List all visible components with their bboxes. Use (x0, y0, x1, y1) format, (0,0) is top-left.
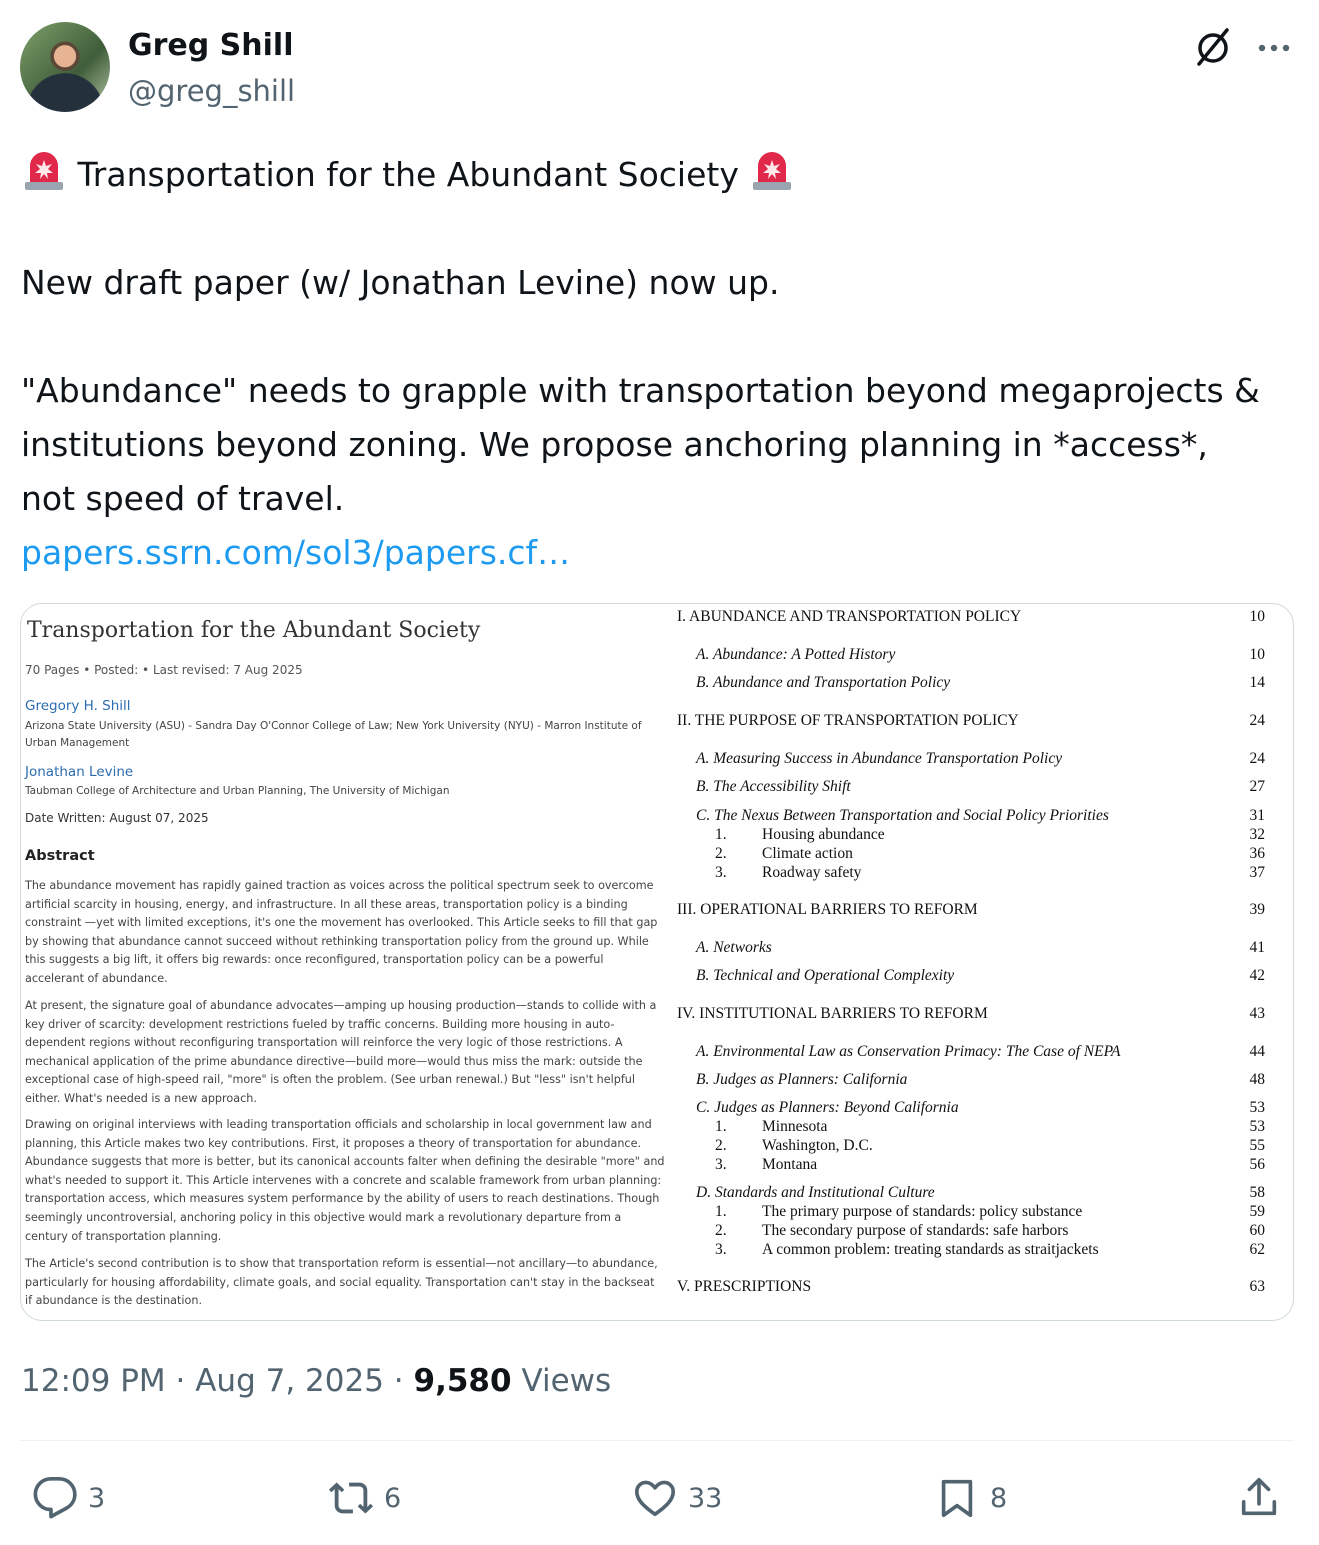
bookmark-button[interactable] (934, 1470, 1007, 1526)
toc-entry-label: Roadway safety (762, 864, 862, 881)
toc-entry-label: B. The Accessibility Shift (696, 778, 851, 795)
reply-icon (32, 1475, 78, 1521)
retweet-count: 6 (384, 1482, 402, 1514)
toc-page-number: 42 (1249, 967, 1265, 984)
toc-page-number: 58 (1249, 1184, 1265, 1201)
toc-entry-label: A common problem: treating standards as straitjackets (762, 1241, 1099, 1258)
toc-entry (696, 1043, 1121, 1063)
toc-page-number: 56 (1249, 1156, 1265, 1173)
heart-icon (632, 1475, 678, 1521)
toc-entry-number: 2. (715, 845, 727, 862)
toc-entry (696, 939, 772, 959)
toc-entry-label: C. Judges as Planners: Beyond California (696, 1099, 959, 1116)
toc-entry (715, 845, 853, 865)
tweet-line-3c: not speed of travel. (21, 479, 345, 518)
toc-entry-label: B. Abundance and Transportation Policy (696, 674, 951, 691)
views-count: 9,580 (413, 1363, 512, 1399)
toc-entry-label: A. Environmental Law as Conservation Primacy: The Case of NEPA (696, 1043, 1121, 1060)
toc-entry-label: I. ABUNDANCE AND TRANSPORTATION POLICY (677, 608, 1022, 625)
toc-page-number: 53 (1249, 1118, 1265, 1135)
toc-entry (696, 674, 950, 694)
action-bar (20, 1470, 1294, 1526)
toc-page-number: 48 (1249, 1071, 1265, 1088)
toc-entry (715, 826, 885, 846)
tweet-date[interactable]: Aug 7, 2025 (195, 1363, 384, 1399)
toc-page-number: 10 (1249, 646, 1265, 663)
toc-page-number: 27 (1249, 778, 1265, 795)
toc-entry (677, 608, 1021, 628)
toc-entry-number: 3. (715, 1156, 727, 1173)
toc-entry (677, 1005, 988, 1025)
toc-entry (696, 778, 851, 798)
toc-entry (696, 1099, 959, 1119)
author-name[interactable]: Greg Shill (128, 28, 294, 63)
abstract-heading: Abstract (25, 848, 95, 864)
toc-entry-number: 1. (715, 1203, 727, 1220)
avatar[interactable] (20, 22, 110, 112)
bookmark-icon (934, 1475, 980, 1521)
tweet-line-1: Transportation for the Abundant Society (77, 155, 739, 194)
toc-page-number: 32 (1249, 826, 1265, 843)
views-label: Views (521, 1363, 612, 1399)
toc-entry (696, 1184, 935, 1204)
abstract-paragraph-4: The Article's second contribution is to show that transportation reform is essential—not ancillary—to abundance, particularly for housing affordability, climate goals, and social equality. Transportation can't stay in the backseat if abundance is the destination. (25, 1257, 658, 1308)
timestamp-separator: · (393, 1363, 404, 1399)
author-handle[interactable]: @greg_shill (128, 74, 296, 108)
paper-title: Transportation for the Abundant Society (27, 618, 481, 643)
toc-entry (715, 864, 861, 884)
toc-page-number: 14 (1249, 674, 1265, 691)
toc-page-number: 24 (1249, 712, 1265, 729)
toc-entry (715, 1203, 1082, 1223)
tweet-link[interactable]: papers.ssrn.com/sol3/papers.cf… (21, 533, 571, 572)
toc-entry-label: A. Networks (696, 939, 772, 956)
reply-count: 3 (88, 1482, 106, 1514)
paper-date-written: Date Written: August 07, 2025 (25, 811, 209, 825)
toc-entry (677, 1278, 811, 1298)
paper-affil-2: Taubman College of Architecture and Urban Planning, The University of Michigan (25, 785, 450, 797)
tweet-header (20, 22, 1300, 114)
toc-entry-number: 2. (715, 1222, 727, 1239)
toc-entry (677, 712, 1019, 732)
toc-page-number: 53 (1249, 1099, 1265, 1116)
toc-entry-number: 3. (715, 1241, 727, 1258)
toc-entry (696, 807, 1109, 827)
paper-abstract-page (21, 604, 671, 1321)
toc-entry-label: B. Technical and Operational Complexity (696, 967, 955, 984)
toc-entry-label: D. Standards and Institutional Culture (696, 1184, 935, 1201)
toc-entry (715, 1222, 1068, 1242)
toc-entry-label: IV. INSTITUTIONAL BARRIERS TO REFORM (677, 1005, 988, 1022)
retweet-button[interactable] (328, 1470, 401, 1526)
tweet-text (21, 148, 1301, 580)
toc-page-number: 39 (1249, 901, 1265, 918)
paper-author-1: Gregory H. Shill (25, 698, 131, 714)
tweet-time[interactable]: 12:09 PM (21, 1363, 166, 1399)
toc-entry-label: III. OPERATIONAL BARRIERS TO REFORM (677, 901, 978, 918)
toc-page-number: 24 (1249, 750, 1265, 767)
like-count: 33 (688, 1482, 723, 1514)
more-icon[interactable] (1254, 28, 1294, 68)
bookmark-count: 8 (990, 1482, 1008, 1514)
toc-entry (677, 901, 978, 921)
toc-entry-number: 3. (715, 864, 727, 881)
toc-entry-label: V. PRESCRIPTIONS (677, 1278, 812, 1295)
paper-meta: 70 Pages • Posted: • Last revised: 7 Aug 2025 (25, 663, 303, 677)
toc-entry (696, 750, 1062, 770)
rotating-light-emoji (749, 148, 795, 194)
reply-button[interactable] (32, 1470, 105, 1526)
toc-entry (696, 646, 895, 666)
toc-entry-label: Montana (762, 1156, 818, 1173)
tweet-line-2: New draft paper (w/ Jonathan Levine) now up. (21, 263, 780, 302)
grok-icon[interactable] (1192, 26, 1234, 68)
rotating-light-emoji (21, 148, 67, 194)
toc-entry-number: 1. (715, 1118, 727, 1135)
toc-entry (715, 1156, 817, 1176)
toc-entry (696, 1071, 907, 1091)
toc-entry-label: Washington, D.C. (762, 1137, 873, 1154)
like-button[interactable] (632, 1470, 722, 1526)
toc-entry-label: The secondary purpose of standards: safe harbors (762, 1222, 1069, 1239)
abstract-paragraph-2: At present, the signature goal of abundance advocates—amping up housing production—stands to collide with a key driver of scarcity: development restrictions fueled by traffic concerns. Building more housing in auto-dependent regions without reconfiguring transportation will reinforce the very logic of those restrictions. A mechanical application of the prime abundance directive—build more—would thus miss the mark: outside the exceptional case of high-speed rail, "more" is often the problem. (See urban renewal.) But "less" isn't helpful either. What's needed is a new approach. (25, 999, 657, 1105)
retweet-icon (328, 1475, 374, 1521)
toc-page-number: 55 (1249, 1137, 1265, 1154)
paper-affil-1: Arizona State University (ASU) - Sandra Day O'Connor College of Law; New York University (NYU) - Marron Institute of Urban Management (25, 720, 642, 749)
timestamp-separator: · (175, 1363, 186, 1399)
tweet-line-3b: institutions beyond zoning. We propose anchoring planning in *access*, (21, 425, 1208, 464)
toc-entry-label: The primary purpose of standards: policy substance (762, 1203, 1083, 1220)
toc-entry-label: Minnesota (762, 1118, 828, 1135)
media-card[interactable] (20, 603, 1294, 1321)
paper-author-2: Jonathan Levine (25, 764, 134, 780)
toc-page-number: 59 (1249, 1203, 1265, 1220)
toc-page-number: 31 (1249, 807, 1265, 824)
toc-page-number: 62 (1249, 1241, 1265, 1258)
abstract-paragraph-3: Drawing on original interviews with leading transportation officials and scholarship in local government law and planning, this Article makes two key contributions. First, it proposes a theory of transportation for abundance. Abundance suggests that more is better, but its canonical accounts falter when defining the desirable "more" and what's needed to support it. This Article intervenes with a concrete and scalable framework from urban planning: transportation access, which measures system performance by the ability of users to reach destinations. Though seemingly uncontroversial, anchoring policy in this objective would mark a revolutionary departure from a century of transportation planning. (25, 1118, 665, 1243)
toc-entry-label: A. Measuring Success in Abundance Transportation Policy (696, 750, 1063, 767)
tweet-headline (21, 148, 1301, 202)
toc-entry (715, 1118, 827, 1138)
toc-page-number: 44 (1249, 1043, 1265, 1060)
toc-page-number: 37 (1249, 864, 1265, 881)
toc-entry-label: A. Abundance: A Potted History (696, 646, 896, 663)
table-of-contents (671, 604, 1294, 1321)
share-button[interactable] (1236, 1470, 1282, 1526)
tweet-timestamp (21, 1363, 611, 1399)
share-icon (1236, 1475, 1282, 1521)
toc-entry-number: 2. (715, 1137, 727, 1154)
abstract-paragraph-1: The abundance movement has rapidly gained traction as voices across the political spectrum seek to overcome artificial scarcity in housing, energy, and infrastructure. In all these areas, transportation policy is a binding constraint —yet with limited exceptions, it's one the movement has overlooked. This Article seeks to fill that gap by showing that abundance cannot succeed without rethinking transportation policy from the ground up. While this suggests a big lift, it offers big rewards: once reconfigured, transportation policy can be a powerful accelerant of abundance. (25, 879, 658, 985)
toc-page-number: 36 (1249, 845, 1265, 862)
tweet-line-3a: "Abundance" needs to grapple with transportation beyond megaprojects & (21, 371, 1260, 410)
toc-page-number: 10 (1249, 608, 1265, 625)
toc-entry-label: II. THE PURPOSE OF TRANSPORTATION POLICY (677, 712, 1019, 729)
toc-entry-number: 1. (715, 826, 727, 843)
toc-page-number: 60 (1249, 1222, 1265, 1239)
toc-page-number: 63 (1249, 1278, 1265, 1295)
toc-entry-label: C. The Nexus Between Transportation and Social Policy Priorities (696, 807, 1109, 824)
toc-entry (715, 1137, 873, 1157)
toc-page-number: 43 (1249, 1005, 1265, 1022)
toc-entry (696, 967, 954, 987)
toc-page-number: 41 (1249, 939, 1265, 956)
divider (20, 1440, 1294, 1441)
toc-entry-label: Housing abundance (762, 826, 885, 843)
toc-entry-label: B. Judges as Planners: California (696, 1071, 908, 1088)
toc-entry (715, 1241, 1099, 1261)
toc-entry-label: Climate action (762, 845, 853, 862)
